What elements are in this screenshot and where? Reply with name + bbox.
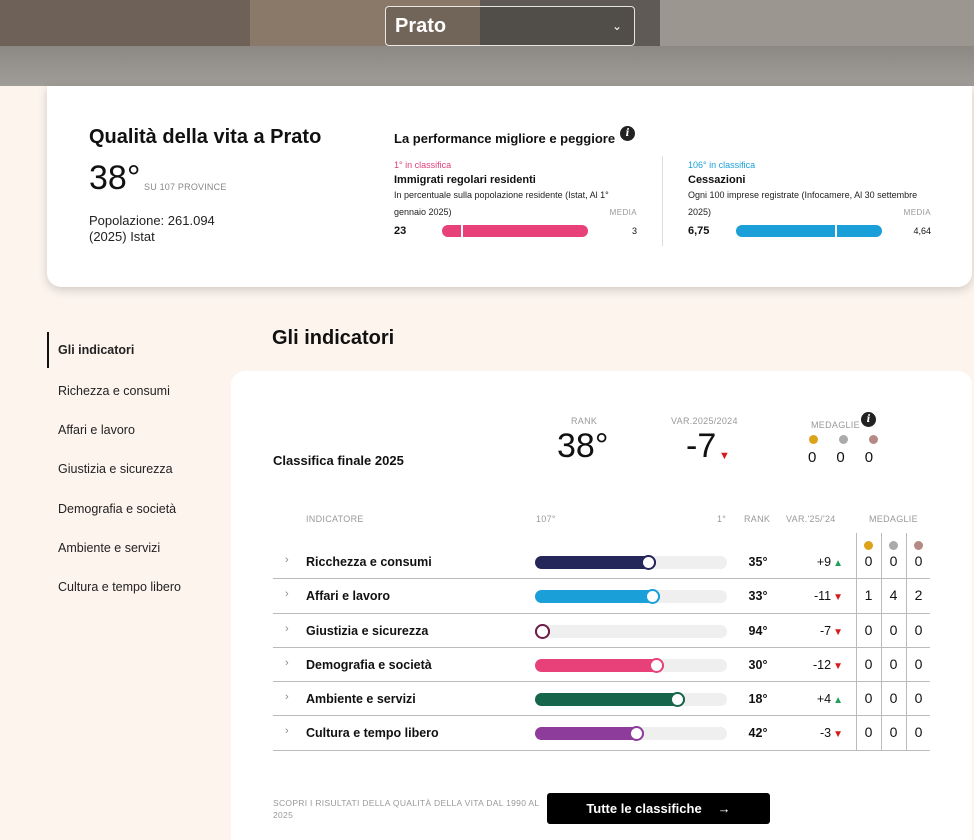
silver-medal-icon [839,435,848,444]
hero-banner [0,0,974,86]
rank-header: RANK [571,416,598,426]
row-name: Ambiente e servizi [306,692,416,707]
worst-position: 106° in classifica [688,160,756,170]
row-bronze: 2 [914,587,923,604]
piazza-ground [0,46,974,86]
best-desc-wrap [394,187,637,221]
row-bar-knob [670,692,685,707]
row-bar-fill [535,693,685,706]
performance-divider [662,156,663,246]
row-name: Affari e lavoro [306,589,391,604]
final-ranking-label: Classifica finale 2025 [273,453,404,468]
col-header-indicator: INDICATORE [306,514,364,524]
variation-header: VAR.2025/2024 [671,416,738,426]
table-row[interactable] [273,545,930,579]
best-bar-row [394,224,637,238]
row-gold: 0 [864,655,873,672]
all-rankings-button[interactable] [547,793,770,824]
row-gold: 0 [864,621,873,638]
worst-desc-wrap [688,187,931,221]
info-icon[interactable]: i [620,126,635,141]
row-rank: 35° [748,555,768,569]
sidebar-nav [47,332,237,607]
bronze-medal-icon [869,435,878,444]
row-rank: 33° [748,589,768,604]
row-var [798,555,843,569]
best-media-value: 3 [631,226,637,236]
row-bar-knob [535,624,550,639]
row-var-arrow-icon: ▼ [833,592,843,604]
section-title: Gli indicatori [272,327,395,349]
col-header-scale-max: 1° [717,514,727,524]
worst-performance [688,160,931,238]
row-bar-fill [535,727,644,740]
row-var [798,692,843,706]
best-position: 1° in classifica [394,160,452,170]
row-var-arrow-icon: ▲ [833,558,843,569]
row-bar-track [535,590,727,603]
summary-rank-suffix: SU 107 PROVINCE [144,182,227,192]
final-variation-value: -7 [686,427,717,465]
all-rankings-label: Tutte le classifiche [586,801,702,816]
sidebar-item-indicatori[interactable]: Gli indicatori [47,332,237,368]
building-left [0,0,250,48]
row-var-value: +4 [816,692,832,707]
row-bar-fill [535,659,664,672]
best-value: 23 [394,225,407,237]
row-var-arrow-icon: ▼ [833,626,843,638]
row-var [798,624,843,638]
row-bar-knob [649,658,664,673]
chevron-right-icon: › [285,691,289,704]
row-bar-fill [535,590,660,603]
row-name: Giustizia e sicurezza [306,623,429,638]
worst-bar-row [688,224,931,238]
row-rank: 18° [748,692,768,707]
row-var-value: -11 [813,589,832,604]
row-gold: 1 [864,587,873,604]
row-var [798,726,843,740]
row-var-value: +9 [816,555,832,569]
row-gold: 0 [864,724,873,741]
row-bar-knob [641,555,656,570]
indicators-card [231,371,972,840]
row-rank: 42° [748,726,768,741]
row-silver: 0 [889,553,898,569]
bronze-count: 0 [864,449,874,466]
city-select-value: Prato [395,14,447,37]
info-icon[interactable]: i [861,412,876,427]
table-row[interactable] [273,614,930,648]
row-bar-track [535,659,727,672]
row-bar-track [535,625,727,638]
chevron-right-icon: › [285,725,289,738]
worst-bar [736,225,882,237]
indicators-table [273,545,930,751]
medal-dots [809,435,878,444]
sidebar-item-ricchezza[interactable]: Richezza e consumi [58,383,170,398]
sidebar-item-giustizia[interactable]: Giustizia e sicurezza [58,462,173,477]
silver-count: 0 [836,449,845,466]
row-var-arrow-icon: ▼ [833,660,843,672]
table-row[interactable] [273,648,930,682]
table-row[interactable] [273,579,930,613]
medal-counts [808,449,873,466]
row-bar-track [535,556,727,569]
city-select[interactable] [385,6,635,46]
row-bronze: 0 [914,724,923,741]
row-gold: 0 [864,690,873,707]
row-var-arrow-icon: ▲ [833,695,843,707]
history-note: SCOPRI I RISULTATI DELLA QUALITÀ DELLA VITA DAL 1990 AL 2025 [273,798,540,820]
best-media-tick [461,225,463,237]
sidebar-item-demografia[interactable]: Demografia e società [58,501,177,516]
worst-value: 6,75 [688,225,710,237]
row-silver: 0 [889,690,898,707]
summary-card [47,86,972,287]
row-rank: 94° [748,623,768,638]
final-rank-value: 38° [557,427,609,465]
best-desc: In percentuale sulla popolazione residente (Istat, Al 1° gennaio 2025) [394,190,609,217]
worst-desc: Ogni 100 imprese registrate (Infocamere, Al 30 settembre 2025) [688,190,918,217]
best-performance [394,160,637,238]
row-bronze: 0 [914,553,923,569]
medals-header: MEDAGLIE [811,420,860,430]
summary-rank: 38° [89,159,141,197]
best-bar [442,225,588,237]
row-var-arrow-icon: ▼ [833,729,843,741]
building-right [660,0,974,48]
worst-media-label: MEDIA [900,204,931,221]
row-name: Cultura e tempo libero [306,726,439,741]
sidebar-item-ambiente[interactable]: Ambiente e servizi [58,540,161,555]
row-name: Demografia e società [306,657,432,672]
row-var [798,589,843,603]
chevron-right-icon: › [285,622,289,635]
chevron-down-icon: ⌄ [611,19,622,33]
row-silver: 0 [889,655,898,672]
row-silver: 0 [889,724,898,741]
chevron-right-icon: › [285,554,289,566]
row-silver: 0 [889,621,898,638]
table-row[interactable] [273,682,930,716]
row-bronze: 0 [914,621,923,638]
worst-media-tick [835,225,837,237]
arrow-down-icon: ▼ [719,450,730,462]
col-header-medals: MEDAGLIE [869,514,918,524]
summary-title: Qualità della vita a Prato [89,126,322,148]
row-bronze: 0 [914,655,923,672]
arrow-right-icon: → [717,801,731,816]
row-bar-knob [645,589,660,604]
row-gold: 0 [864,553,873,569]
chevron-right-icon: › [285,588,289,601]
row-var [798,658,843,672]
row-bar-knob [629,726,644,741]
best-media-label: MEDIA [606,204,637,221]
row-var-value: -7 [819,623,832,638]
sidebar-item-affari[interactable]: Affari e lavoro [58,422,135,437]
chevron-right-icon: › [285,656,289,669]
col-header-scale-min: 107° [536,514,556,524]
gold-count: 0 [808,449,817,466]
row-bar-fill [535,556,656,569]
col-header-rank: RANK [744,514,771,524]
gold-medal-icon [809,435,818,444]
performance-title: La performance migliore e peggiore [394,131,616,146]
row-silver: 4 [889,587,898,604]
row-var-value: -3 [819,726,832,741]
sidebar-item-cultura[interactable]: Cultura e tempo libero [58,580,181,595]
worst-name: Cessazioni [688,174,746,186]
row-name: Ricchezza e consumi [306,555,432,569]
table-row[interactable] [273,716,930,750]
col-header-var: VAR.'25/'24 [786,514,836,524]
row-bar-track [535,693,727,706]
best-name: Immigrati regolari residenti [394,174,536,186]
worst-media-value: 4,64 [913,226,931,236]
row-bar-track [535,727,727,740]
row-var-value: -12 [813,657,832,672]
summary-population: Popolazione: 261.094 (2025) Istat [89,213,215,244]
row-rank: 30° [748,657,768,672]
row-bronze: 0 [914,690,923,707]
